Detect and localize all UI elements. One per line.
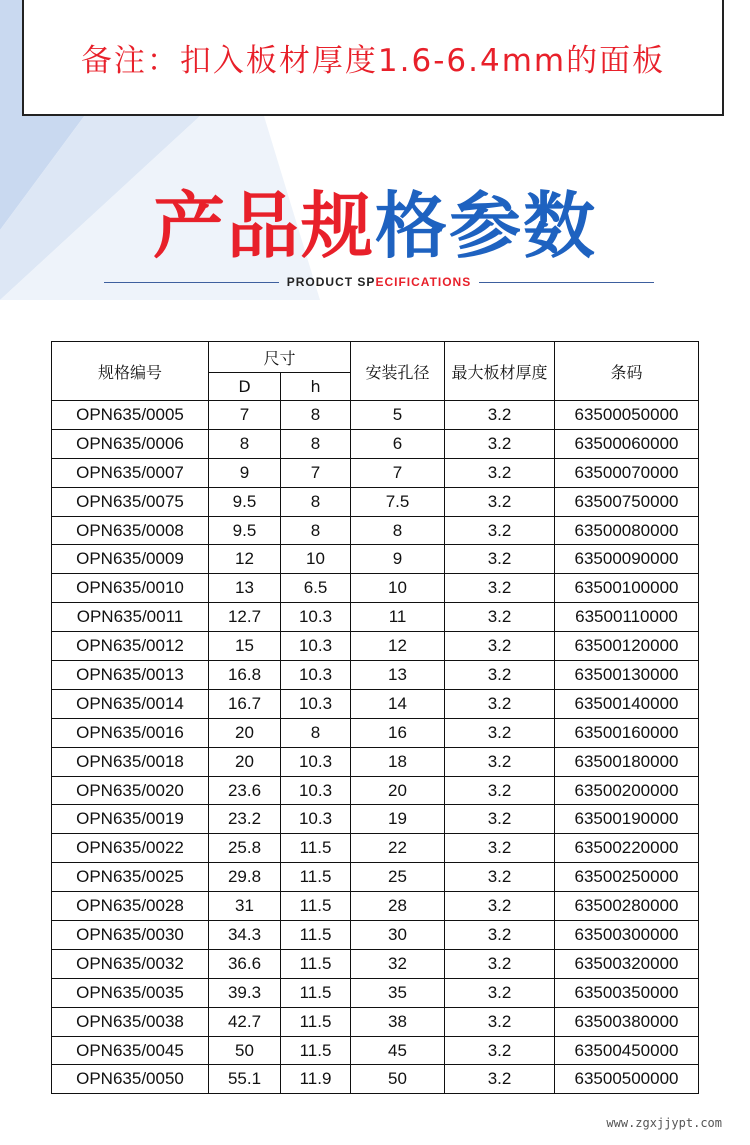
- header-size: 尺寸: [209, 342, 351, 373]
- cell-model: OPN635/0038: [52, 1007, 209, 1036]
- cell-thickness: 3.2: [445, 1065, 555, 1094]
- table-row: [52, 978, 699, 1007]
- cell-h: 11.5: [281, 892, 351, 921]
- note-text: 备注：扣入板材厚度1.6-6.4mm的面板: [80, 42, 666, 79]
- cell-h: 7: [281, 458, 351, 487]
- cell-hole: 50: [351, 1065, 445, 1094]
- cell-d: 29.8: [209, 863, 281, 892]
- cell-barcode: 63500130000: [555, 661, 699, 690]
- cell-hole: 45: [351, 1036, 445, 1065]
- cell-d: 20: [209, 747, 281, 776]
- cell-h: 8: [281, 718, 351, 747]
- page-title: [0, 168, 750, 272]
- cell-d: 25.8: [209, 834, 281, 863]
- table-row: [52, 458, 699, 487]
- cell-hole: 14: [351, 689, 445, 718]
- cell-thickness: 3.2: [445, 545, 555, 574]
- cell-h: 11.5: [281, 1007, 351, 1036]
- header-d: D: [209, 373, 281, 401]
- cell-d: 12.7: [209, 603, 281, 632]
- cell-hole: 10: [351, 574, 445, 603]
- cell-model: OPN635/0019: [52, 805, 209, 834]
- header-thickness: 最大板材厚度: [445, 342, 555, 401]
- cell-h: 10.3: [281, 747, 351, 776]
- cell-thickness: 3.2: [445, 805, 555, 834]
- cell-hole: 30: [351, 921, 445, 950]
- cell-barcode: 63500090000: [555, 545, 699, 574]
- header-barcode: 条码: [555, 342, 699, 401]
- cell-barcode: 63500110000: [555, 603, 699, 632]
- cell-d: 9.5: [209, 487, 281, 516]
- cell-thickness: 3.2: [445, 689, 555, 718]
- table-row: [52, 776, 699, 805]
- cell-thickness: 3.2: [445, 429, 555, 458]
- cell-hole: 7.5: [351, 487, 445, 516]
- cell-hole: 28: [351, 892, 445, 921]
- cell-hole: 35: [351, 978, 445, 1007]
- cell-d: 31: [209, 892, 281, 921]
- cell-thickness: 3.2: [445, 949, 555, 978]
- cell-d: 50: [209, 1036, 281, 1065]
- cell-model: OPN635/0010: [52, 574, 209, 603]
- cell-d: 16.8: [209, 661, 281, 690]
- cell-model: OPN635/0008: [52, 516, 209, 545]
- cell-barcode: 63500750000: [555, 487, 699, 516]
- cell-hole: 25: [351, 863, 445, 892]
- cell-thickness: 3.2: [445, 632, 555, 661]
- watermark: www.zgxjjypt.com: [606, 1116, 722, 1130]
- cell-h: 11.9: [281, 1065, 351, 1094]
- cell-d: 13: [209, 574, 281, 603]
- cell-thickness: 3.2: [445, 718, 555, 747]
- cell-thickness: 3.2: [445, 661, 555, 690]
- cell-hole: 20: [351, 776, 445, 805]
- cell-model: OPN635/0014: [52, 689, 209, 718]
- table-row: [52, 661, 699, 690]
- title-blue-part: 格参数: [375, 184, 598, 268]
- cell-model: OPN635/0075: [52, 487, 209, 516]
- cell-model: OPN635/0011: [52, 603, 209, 632]
- cell-h: 10.3: [281, 805, 351, 834]
- cell-h: 10.3: [281, 689, 351, 718]
- cell-d: 15: [209, 632, 281, 661]
- cell-thickness: 3.2: [445, 892, 555, 921]
- cell-barcode: 63500140000: [555, 689, 699, 718]
- cell-thickness: 3.2: [445, 834, 555, 863]
- subtitle-part-a: PRODUCT SP: [286, 275, 376, 289]
- table-row: [52, 574, 699, 603]
- subtitle: [287, 275, 471, 289]
- cell-barcode: 63500300000: [555, 921, 699, 950]
- cell-d: 8: [209, 429, 281, 458]
- cell-h: 11.5: [281, 834, 351, 863]
- cell-thickness: 3.2: [445, 921, 555, 950]
- cell-h: 11.5: [281, 921, 351, 950]
- cell-barcode: 63500350000: [555, 978, 699, 1007]
- cell-d: 9.5: [209, 516, 281, 545]
- cell-model: OPN635/0032: [52, 949, 209, 978]
- cell-barcode: 63500500000: [555, 1065, 699, 1094]
- cell-thickness: 3.2: [445, 863, 555, 892]
- cell-hole: 8: [351, 516, 445, 545]
- cell-d: 7: [209, 401, 281, 430]
- cell-d: 23.2: [209, 805, 281, 834]
- cell-hole: 12: [351, 632, 445, 661]
- cell-hole: 22: [351, 834, 445, 863]
- cell-model: OPN635/0030: [52, 921, 209, 950]
- cell-model: OPN635/0016: [52, 718, 209, 747]
- cell-h: 8: [281, 516, 351, 545]
- cell-barcode: 63500180000: [555, 747, 699, 776]
- cell-thickness: 3.2: [445, 747, 555, 776]
- cell-thickness: 3.2: [445, 1007, 555, 1036]
- cell-barcode: 63500250000: [555, 863, 699, 892]
- table-row: [52, 1065, 699, 1094]
- cell-h: 10.3: [281, 603, 351, 632]
- cell-h: 11.5: [281, 1036, 351, 1065]
- cell-model: OPN635/0022: [52, 834, 209, 863]
- cell-d: 42.7: [209, 1007, 281, 1036]
- cell-thickness: 3.2: [445, 487, 555, 516]
- table-row: [52, 863, 699, 892]
- table-row: [52, 545, 699, 574]
- cell-h: 8: [281, 401, 351, 430]
- cell-hole: 32: [351, 949, 445, 978]
- cell-h: 10: [281, 545, 351, 574]
- cell-hole: 11: [351, 603, 445, 632]
- cell-hole: 16: [351, 718, 445, 747]
- table-row: [52, 401, 699, 430]
- cell-h: 10.3: [281, 661, 351, 690]
- cell-model: OPN635/0007: [52, 458, 209, 487]
- table-row: [52, 1007, 699, 1036]
- header-hole: 安装孔径: [351, 342, 445, 401]
- cell-d: 55.1: [209, 1065, 281, 1094]
- header-model: 规格编号: [52, 342, 209, 401]
- cell-model: OPN635/0018: [52, 747, 209, 776]
- cell-h: 10.3: [281, 776, 351, 805]
- cell-model: OPN635/0050: [52, 1065, 209, 1094]
- cell-thickness: 3.2: [445, 978, 555, 1007]
- cell-h: 8: [281, 487, 351, 516]
- table-row: [52, 805, 699, 834]
- cell-model: OPN635/0020: [52, 776, 209, 805]
- cell-barcode: 63500190000: [555, 805, 699, 834]
- cell-h: 10.3: [281, 632, 351, 661]
- cell-hole: 6: [351, 429, 445, 458]
- cell-hole: 9: [351, 545, 445, 574]
- subtitle-part-b: ECIFICATIONS: [375, 275, 472, 289]
- table-row: [52, 892, 699, 921]
- cell-model: OPN635/0006: [52, 429, 209, 458]
- table-row: [52, 834, 699, 863]
- table-row: [52, 632, 699, 661]
- cell-h: 11.5: [281, 949, 351, 978]
- spec-table-body: [52, 401, 699, 1094]
- table-row: [52, 718, 699, 747]
- table-row: [52, 921, 699, 950]
- subtitle-right-line: [479, 282, 654, 283]
- subtitle-left-line: [104, 282, 279, 283]
- cell-h: 8: [281, 429, 351, 458]
- cell-hole: 13: [351, 661, 445, 690]
- cell-model: OPN635/0009: [52, 545, 209, 574]
- cell-model: OPN635/0013: [52, 661, 209, 690]
- cell-hole: 19: [351, 805, 445, 834]
- subtitle-row: [104, 272, 654, 292]
- cell-barcode: 63500100000: [555, 574, 699, 603]
- cell-d: 23.6: [209, 776, 281, 805]
- cell-barcode: 63500050000: [555, 401, 699, 430]
- cell-d: 12: [209, 545, 281, 574]
- cell-model: OPN635/0035: [52, 978, 209, 1007]
- cell-hole: 5: [351, 401, 445, 430]
- table-row: [52, 949, 699, 978]
- cell-h: 11.5: [281, 978, 351, 1007]
- cell-d: 9: [209, 458, 281, 487]
- cell-thickness: 3.2: [445, 516, 555, 545]
- table-row: [52, 487, 699, 516]
- spec-table: [51, 341, 699, 1094]
- cell-h: 6.5: [281, 574, 351, 603]
- table-row: [52, 747, 699, 776]
- cell-model: OPN635/0025: [52, 863, 209, 892]
- table-row: [52, 516, 699, 545]
- cell-model: OPN635/0012: [52, 632, 209, 661]
- cell-barcode: 63500160000: [555, 718, 699, 747]
- cell-d: 39.3: [209, 978, 281, 1007]
- cell-barcode: 63500200000: [555, 776, 699, 805]
- cell-barcode: 63500120000: [555, 632, 699, 661]
- cell-barcode: 63500080000: [555, 516, 699, 545]
- table-row: [52, 603, 699, 632]
- cell-d: 16.7: [209, 689, 281, 718]
- cell-thickness: 3.2: [445, 1036, 555, 1065]
- note-box: [22, 0, 724, 116]
- cell-hole: 18: [351, 747, 445, 776]
- cell-barcode: 63500320000: [555, 949, 699, 978]
- cell-barcode: 63500450000: [555, 1036, 699, 1065]
- title-red-part: 产品规: [152, 184, 375, 268]
- cell-model: OPN635/0005: [52, 401, 209, 430]
- cell-d: 20: [209, 718, 281, 747]
- cell-h: 11.5: [281, 863, 351, 892]
- cell-hole: 7: [351, 458, 445, 487]
- cell-model: OPN635/0028: [52, 892, 209, 921]
- cell-thickness: 3.2: [445, 401, 555, 430]
- cell-barcode: 63500220000: [555, 834, 699, 863]
- cell-thickness: 3.2: [445, 574, 555, 603]
- cell-thickness: 3.2: [445, 603, 555, 632]
- table-row: [52, 1036, 699, 1065]
- cell-d: 36.6: [209, 949, 281, 978]
- table-row: [52, 429, 699, 458]
- cell-barcode: 63500060000: [555, 429, 699, 458]
- cell-model: OPN635/0045: [52, 1036, 209, 1065]
- header-h: h: [281, 373, 351, 401]
- cell-barcode: 63500380000: [555, 1007, 699, 1036]
- cell-hole: 38: [351, 1007, 445, 1036]
- cell-barcode: 63500280000: [555, 892, 699, 921]
- cell-barcode: 63500070000: [555, 458, 699, 487]
- cell-thickness: 3.2: [445, 776, 555, 805]
- cell-d: 34.3: [209, 921, 281, 950]
- table-row: [52, 689, 699, 718]
- cell-thickness: 3.2: [445, 458, 555, 487]
